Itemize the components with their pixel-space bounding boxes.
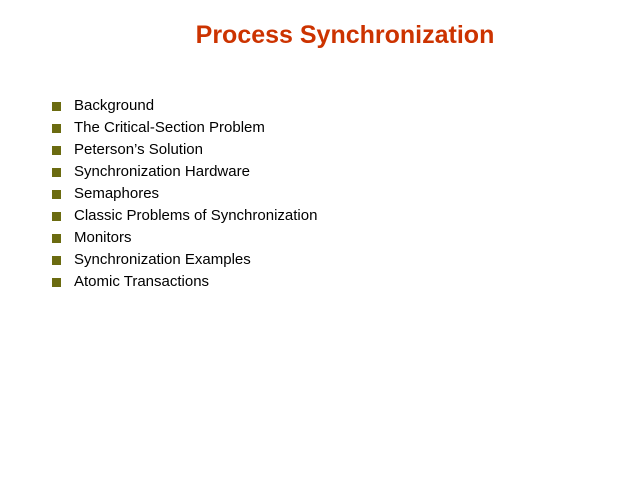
bullet-text: Classic Problems of Synchronization [74, 207, 318, 224]
bullet-text: Synchronization Hardware [74, 163, 250, 180]
square-bullet-icon [52, 124, 61, 133]
square-bullet-icon [52, 190, 61, 199]
bullet-text: Monitors [74, 229, 132, 246]
square-bullet-icon [52, 168, 61, 177]
square-bullet-icon [52, 278, 61, 287]
square-bullet-icon [52, 146, 61, 155]
bullet-text: Atomic Transactions [74, 273, 210, 290]
square-bullet-icon [52, 212, 61, 221]
bullet-text: Background [74, 97, 155, 114]
bullet-text: The Critical-Section Problem [74, 119, 265, 136]
bullet-text: Peterson’s Solution [74, 141, 203, 158]
square-bullet-icon [52, 102, 61, 111]
slide-title: Process Synchronization [195, 21, 495, 49]
bullet-text: Synchronization Examples [74, 251, 251, 268]
square-bullet-icon [52, 256, 61, 265]
bullet-text: Semaphores [74, 185, 160, 202]
square-bullet-icon [52, 234, 61, 243]
